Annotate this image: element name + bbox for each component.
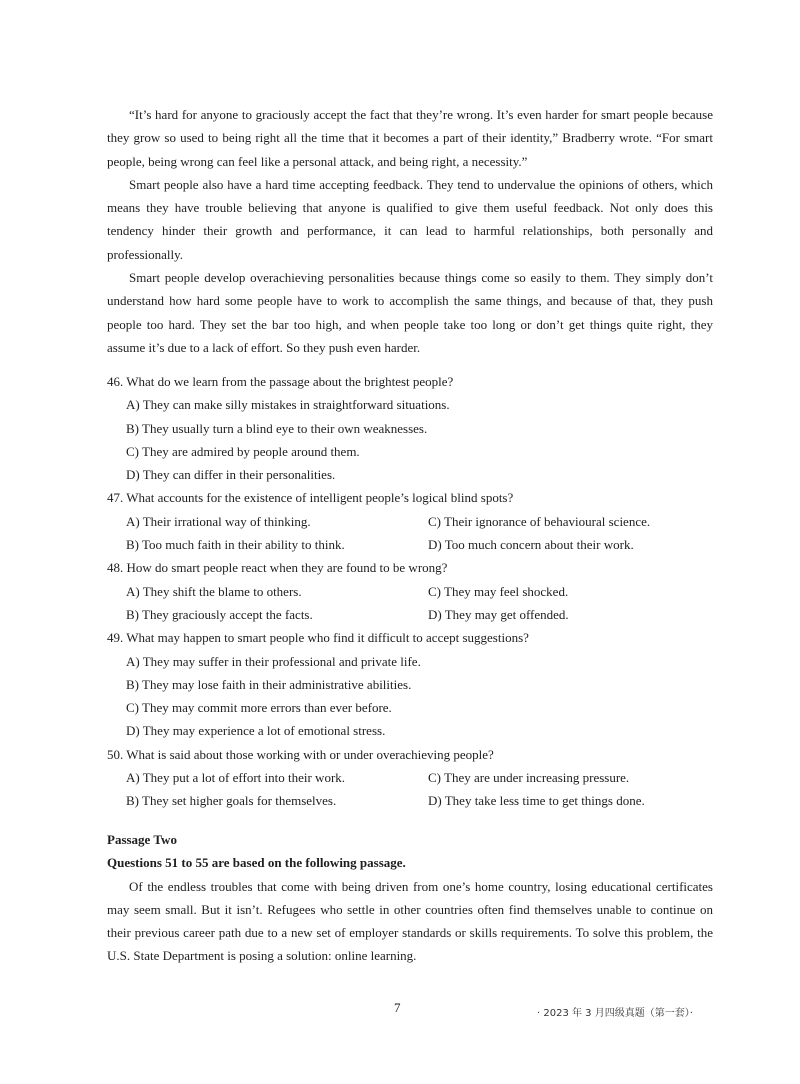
passage-paragraph: “It’s hard for anyone to graciously accept the fact that they’re wrong. It’s even harder for smart people because they grow so used to being right all the time that it becomes a part of their identity,” Bradberry wrote. “For smart people, being wrong can feel like a personal attack, and being right, a necessity.” — [107, 107, 713, 169]
option-a: A) Their irrational way of thinking. — [126, 513, 311, 529]
option-a: A) They can make silly mistakes in straightforward situations. — [126, 397, 450, 413]
passage-paragraph: Of the endless troubles that come with being driven from one’s home country, losing educational certificates may seem small. But it isn’t. Refugees who settle in other countries often find themselves unable to continue on their previous career path due to a new set of employer standards or skills requirements. To solve this problem, the U.S. State Department is posing a solution: online learning. — [107, 878, 713, 964]
question-list — [107, 370, 713, 813]
question-stem: 46. What do we learn from the passage about the brightest people? — [107, 374, 454, 389]
option-c: C) They are admired by people around them. — [126, 443, 360, 459]
option-d: D) They may get offended. — [428, 606, 569, 622]
option-b: B) They graciously accept the facts. — [126, 606, 313, 622]
passage-paragraph: Smart people develop overachieving personalities because things come so easily to them. They simply don’t understand how hard some people have to work to accomplish the same things, and because of that, they push people too hard. They set the bar too high, and when people take too long or don’t get things quite right, they assume it’s due to a lack of effort. So they push even harder. — [107, 270, 713, 355]
option-a: A) They shift the blame to others. — [126, 583, 302, 599]
option-c: C) Their ignorance of behavioural science. — [428, 513, 651, 529]
passage-one-text — [107, 103, 713, 359]
option-b: B) They usually turn a blind eye to their own weaknesses. — [126, 420, 428, 436]
question-stem: 50. What is said about those working with or under overachieving people? — [107, 746, 494, 762]
option-a: A) They put a lot of effort into their work. — [126, 770, 346, 786]
question-stem: 48. How do smart people react when they are found to be wrong? — [107, 560, 448, 576]
option-d: D) They may experience a lot of emotional stress. — [126, 723, 386, 739]
page-number: 7 — [394, 1000, 401, 1015]
option-d: D) They take less time to get things done. — [428, 793, 645, 809]
passage-two-section — [107, 828, 713, 968]
option-c: C) They may feel shocked. — [428, 583, 569, 599]
option-c: C) They are under increasing pressure. — [428, 770, 630, 786]
option-b: B) They set higher goals for themselves. — [126, 793, 337, 809]
exam-footer-label: · 2023 年 3 月四级真题（第一套）· — [537, 1008, 693, 1019]
option-d: D) They can differ in their personalities. — [126, 467, 336, 483]
section-subheading: Questions 51 to 55 are based on the following passage. — [107, 855, 406, 871]
option-a: A) They may suffer in their professional and private life. — [126, 653, 421, 669]
option-d: D) Too much concern about their work. — [428, 537, 634, 553]
passage-paragraph: Smart people also have a hard time accepting feedback. They tend to undervalue the opinions of others, which means they have trouble believing that anyone is qualified to give them useful feedback. Not only does this tendency hinder their growth and performance, it can lead to harmful relationships, both personally and professionally. — [107, 176, 713, 262]
option-b: B) Too much faith in their ability to think. — [126, 537, 345, 553]
option-b: B) They may lose faith in their administrative abilities. — [126, 676, 412, 692]
option-c: C) They may commit more errors than ever before. — [126, 700, 392, 716]
question-stem: 49. What may happen to smart people who find it difficult to accept suggestions? — [107, 630, 529, 646]
question-stem: 47. What accounts for the existence of intelligent people’s logical blind spots? — [107, 490, 514, 506]
section-heading: Passage Two — [107, 832, 177, 847]
